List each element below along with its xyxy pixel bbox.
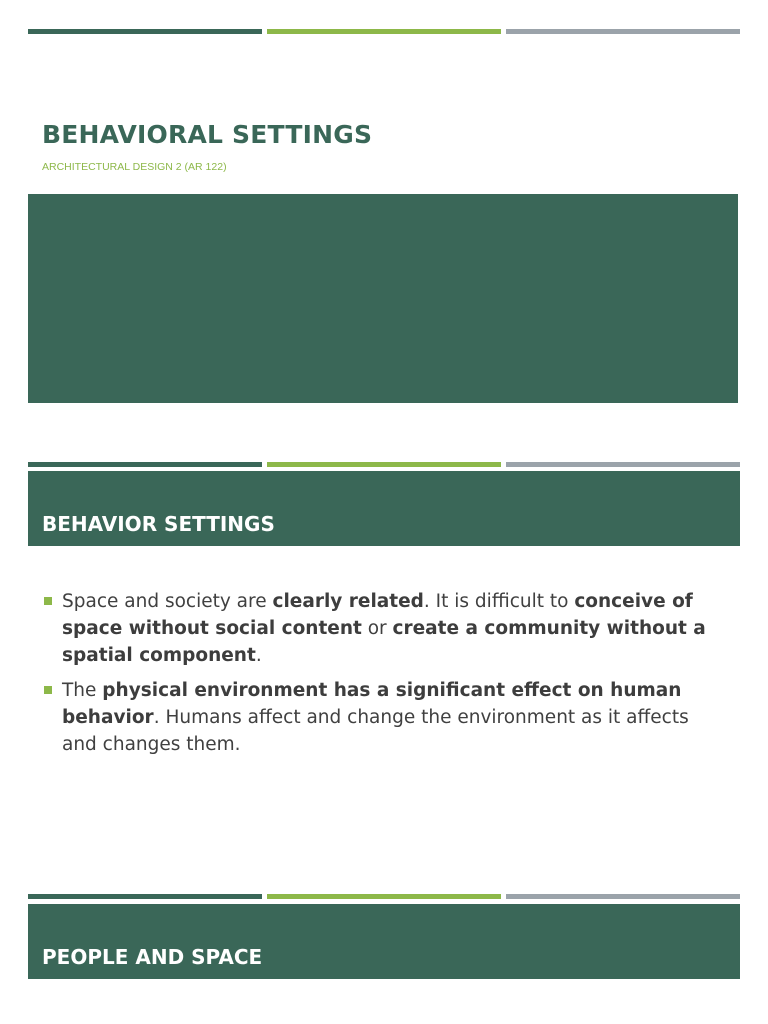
bullet-emphasis: physical environment has a significant effect on human behavior bbox=[62, 680, 682, 728]
bullet-text: The bbox=[62, 680, 103, 701]
slide-subtitle: ARCHITECTURAL DESIGN 2 (AR 122) bbox=[42, 161, 227, 173]
section-header-bar bbox=[28, 904, 740, 979]
stripe-dark-green bbox=[28, 462, 262, 467]
bullet-text: or bbox=[361, 618, 393, 639]
bullet-text: . Humans affect and change the environment as it affects and changes them. bbox=[62, 707, 689, 755]
bullet-item bbox=[44, 677, 724, 758]
accent-stripes bbox=[28, 29, 740, 34]
bullet-emphasis: create a community without a spatial component bbox=[62, 618, 706, 666]
slide-title: BEHAVIORAL SETTINGS bbox=[42, 120, 373, 149]
bullet-text: Space and society are bbox=[62, 591, 273, 612]
bullet-list bbox=[44, 588, 724, 766]
accent-stripes bbox=[28, 894, 740, 899]
square-bullet-icon bbox=[44, 686, 52, 694]
stripe-light-green bbox=[267, 29, 501, 34]
bullet-text: . It is difficult to bbox=[423, 591, 575, 612]
stripe-dark-green bbox=[28, 29, 262, 34]
bullet-emphasis: conceive of space without social content bbox=[62, 591, 693, 639]
accent-stripes bbox=[28, 462, 740, 467]
section-header-bar bbox=[28, 471, 740, 546]
stripe-light-green bbox=[267, 462, 501, 467]
section-heading: PEOPLE AND SPACE bbox=[42, 945, 263, 969]
stripe-gray bbox=[506, 894, 740, 899]
bullet-text: . bbox=[255, 645, 262, 666]
stripe-gray bbox=[506, 462, 740, 467]
stripe-dark-green bbox=[28, 894, 262, 899]
bullet-emphasis: clearly related bbox=[272, 591, 424, 612]
square-bullet-icon bbox=[44, 597, 52, 605]
title-banner bbox=[28, 194, 738, 403]
stripe-light-green bbox=[267, 894, 501, 899]
section-heading: BEHAVIOR SETTINGS bbox=[42, 512, 275, 536]
bullet-item bbox=[44, 588, 724, 669]
stripe-gray bbox=[506, 29, 740, 34]
